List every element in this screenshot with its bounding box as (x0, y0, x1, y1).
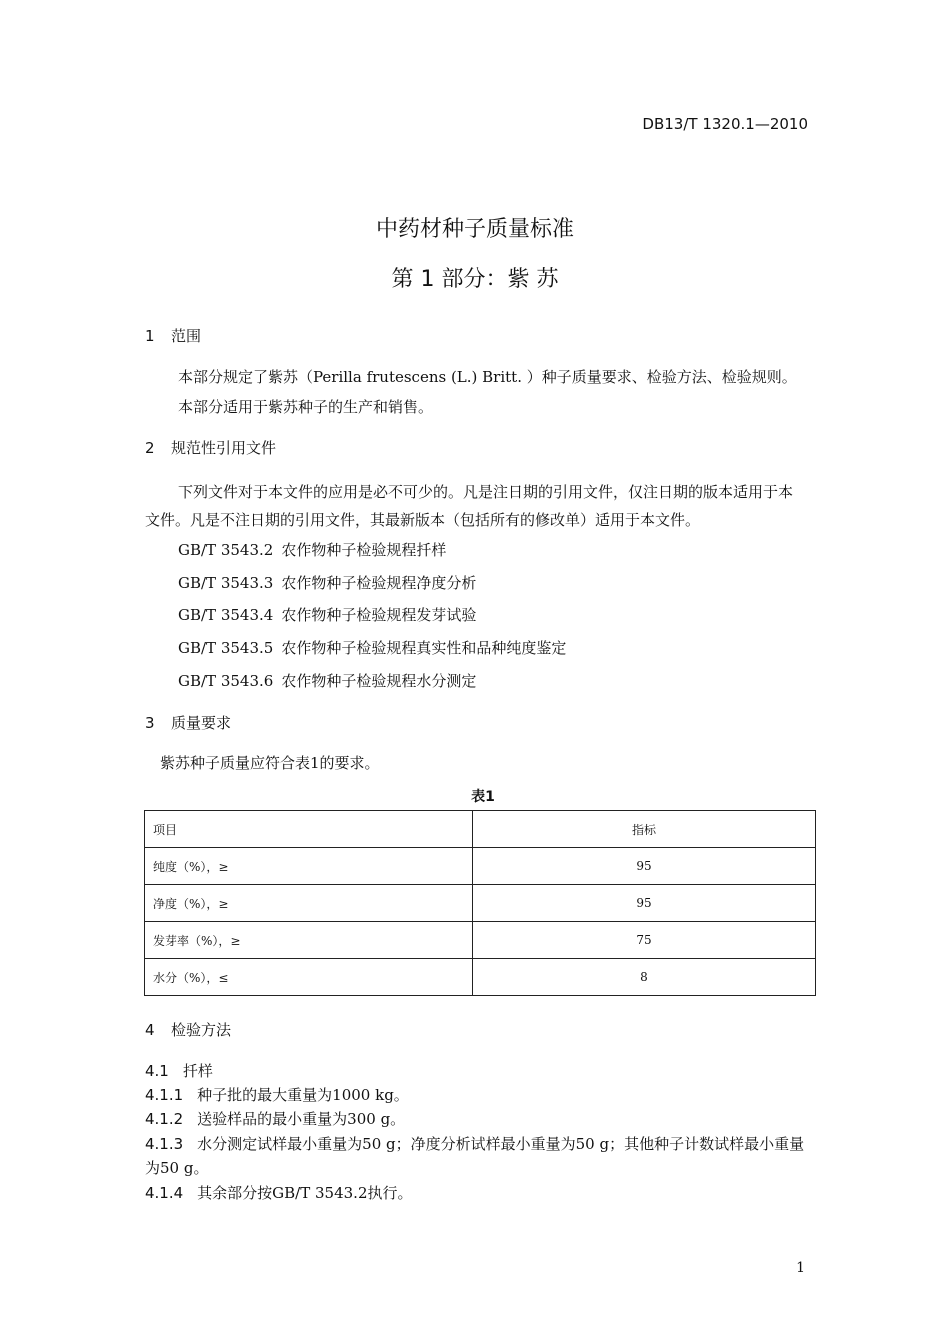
reference-code: GB/T 3543.2 (178, 541, 274, 559)
subsection-title: 扦样 (182, 1062, 213, 1080)
table-header-row (145, 811, 816, 848)
section-number: 3 (145, 714, 155, 732)
clause-number: 4.1.2 (145, 1110, 184, 1128)
clause-number: 4.1.4 (145, 1184, 184, 1202)
clause-number: 4.1.1 (145, 1086, 184, 1104)
document-subtitle: 第 1 部分：紫 苏 (391, 267, 559, 292)
column-header-value: 指标 (473, 811, 816, 848)
section-1-heading (145, 325, 201, 346)
table-cell-item: 纯度（%），≥ (145, 848, 473, 885)
paragraph: 紫苏种子质量应符合表1的要求。 (160, 754, 380, 772)
reference-title: 农作物种子检验规程扦样 (281, 541, 447, 559)
subsection-heading (145, 1060, 213, 1081)
clause-item (145, 1108, 405, 1129)
clause-text: 送验样品的最小重量为300 g。 (197, 1110, 406, 1128)
table-row (145, 922, 816, 959)
section-title: 规范性引用文件 (171, 439, 277, 457)
table-cell-item: 发芽率（%），≥ (145, 922, 473, 959)
paragraph: 下列文件对于本文件的应用是必不可少的。凡是注日期的引用文件，仅注日期的版本适用于本文件。凡是不注日期的引用文件，其最新版本（包括所有的修改单）适用于本文件。 (145, 483, 794, 529)
table-row (145, 848, 816, 885)
reference-title: 农作物种子检验规程水分测定 (281, 672, 477, 690)
table-cell-value: 8 (473, 959, 816, 996)
paragraph: 本部分适用于紫苏种子的生产和销售。 (178, 398, 434, 416)
reference-code: GB/T 3543.4 (178, 606, 274, 624)
clause-text: 水分测定试样最小重量为50 g；净度分析试样最小重量为50 g；其他种子计数试样最小重量为50 g。 (145, 1135, 805, 1177)
reference-item (178, 637, 566, 658)
subsection-number: 4.1 (145, 1062, 169, 1080)
quality-table (144, 810, 816, 996)
section-title: 检验方法 (171, 1021, 232, 1039)
table-row (145, 885, 816, 922)
table-cell-value: 95 (473, 848, 816, 885)
section-number: 1 (145, 327, 155, 345)
clause-item (145, 1084, 409, 1105)
table-cell-item: 净度（%），≥ (145, 885, 473, 922)
section-title: 质量要求 (171, 714, 232, 732)
section-3-heading (145, 712, 231, 733)
clause-item (145, 1182, 413, 1203)
paragraph: 本部分规定了紫苏（Perilla frutescens (L.) Britt. ）种子质量要求、检验方法、检验规则。 (178, 368, 797, 386)
clause-item (145, 1132, 807, 1180)
section-number: 4 (145, 1021, 155, 1039)
reference-item (178, 539, 446, 560)
reference-code: GB/T 3543.3 (178, 574, 274, 592)
page-number: 1 (796, 1260, 805, 1276)
table-cell-value: 75 (473, 922, 816, 959)
column-header-item: 项目 (145, 811, 473, 848)
section-number: 2 (145, 439, 155, 457)
section-title: 范围 (171, 327, 202, 345)
reference-item (178, 670, 476, 691)
reference-title: 农作物种子检验规程发芽试验 (281, 606, 477, 624)
document-title: 中药材种子质量标准 (375, 217, 574, 242)
table-cell-value: 95 (473, 885, 816, 922)
clause-number: 4.1.3 (145, 1135, 184, 1153)
reference-code: GB/T 3543.6 (178, 672, 274, 690)
clause-text: 其余部分按GB/T 3543.2执行。 (197, 1184, 413, 1202)
reference-item (178, 604, 476, 625)
reference-item (178, 572, 476, 593)
table-title: 表1 (471, 789, 495, 805)
reference-code: GB/T 3543.5 (178, 639, 274, 657)
clause-text: 种子批的最大重量为1000 kg。 (197, 1086, 409, 1104)
document-code: DB13/T 1320.1—2010 (642, 115, 808, 133)
table-row (145, 959, 816, 996)
reference-title: 农作物种子检验规程真实性和品种纯度鉴定 (281, 639, 567, 657)
reference-title: 农作物种子检验规程净度分析 (281, 574, 477, 592)
table-cell-item: 水分（%），≤ (145, 959, 473, 996)
section-4-heading (145, 1019, 231, 1040)
section-2-heading (145, 437, 276, 458)
